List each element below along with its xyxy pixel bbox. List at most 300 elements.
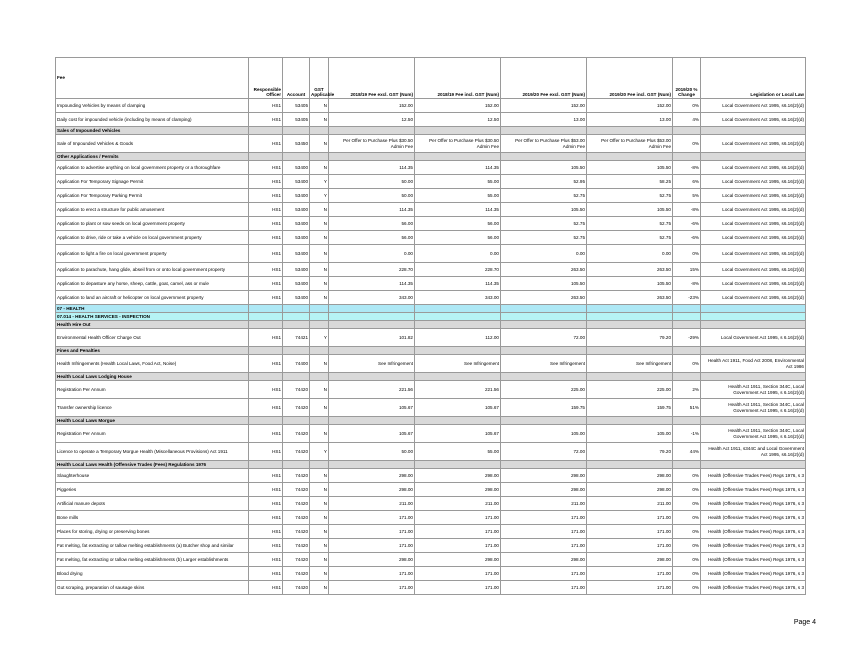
- account-cell: 74420: [283, 539, 310, 553]
- table-row: [56, 483, 806, 497]
- gst-cell: N: [310, 263, 329, 277]
- section-empty-cell: [673, 127, 701, 135]
- fee-excl-1920-cell: 298.00: [501, 553, 587, 567]
- fee-excl-1920-cell: 263.50: [501, 291, 587, 305]
- fee-incl-1920-cell: 171.00: [587, 511, 673, 525]
- account-cell: 74420: [283, 567, 310, 581]
- fee-excl-1819-cell: 171.00: [329, 511, 415, 525]
- fee-excl-1819-cell: 101.82: [329, 329, 415, 347]
- section-heading-main: [56, 305, 806, 313]
- table-row: [56, 581, 806, 595]
- table-row: [56, 291, 806, 305]
- fee-excl-1920-cell: 225.00: [501, 381, 587, 399]
- fee-incl-1819-cell: 55.00: [415, 175, 501, 189]
- fee-incl-1920-cell: 263.50: [587, 263, 673, 277]
- fee-incl-1819-cell: 343.00: [415, 291, 501, 305]
- fee-excl-1819-cell: 343.00: [329, 291, 415, 305]
- section-empty-cell: [673, 373, 701, 381]
- section-empty-cell: [673, 321, 701, 329]
- fee-incl-1819-cell: 298.00: [415, 483, 501, 497]
- officer-cell: HS1: [249, 443, 283, 461]
- section-empty-cell: [501, 321, 587, 329]
- account-cell: 53450: [283, 135, 310, 153]
- fee-excl-1819-cell: 56.00: [329, 231, 415, 245]
- change-cell: 15%: [673, 263, 701, 277]
- legislation-cell: Local Government Act 1995, s6.16(2)(d): [701, 161, 806, 175]
- officer-cell: HS1: [249, 581, 283, 595]
- section-empty-cell: [701, 153, 806, 161]
- fee-cell: Transfer ownership licence: [56, 399, 249, 417]
- change-cell: 0%: [673, 99, 701, 113]
- fee-incl-1920-cell: 52.75: [587, 217, 673, 231]
- fee-incl-1920-cell: 152.00: [587, 99, 673, 113]
- section-empty-cell: [283, 313, 310, 321]
- change-cell: 6%: [673, 175, 701, 189]
- fee-excl-1819-cell: 56.00: [329, 217, 415, 231]
- fee-excl-1819-cell: 50.00: [329, 443, 415, 461]
- officer-cell: HS1: [249, 291, 283, 305]
- change-cell: -29%: [673, 329, 701, 347]
- fee-excl-1819-cell: 298.00: [329, 553, 415, 567]
- fee-cell: Application For Temporary Signage Permit: [56, 175, 249, 189]
- section-empty-cell: [587, 305, 673, 313]
- account-cell: 74420: [283, 525, 310, 539]
- table-row: [56, 567, 806, 581]
- officer-cell: HS1: [249, 511, 283, 525]
- fee-excl-1819-cell: 171.00: [329, 525, 415, 539]
- header-change: 2019/20 % Change: [673, 58, 701, 99]
- section-empty-cell: [249, 305, 283, 313]
- section-empty-cell: [701, 373, 806, 381]
- fee-excl-1920-cell: 105.00: [501, 425, 587, 443]
- officer-cell: HS1: [249, 217, 283, 231]
- section-label: Health Local Laws Lodging House: [56, 373, 249, 381]
- fee-excl-1819-cell: 105.67: [329, 425, 415, 443]
- table-row: [56, 161, 806, 175]
- account-cell: 53400: [283, 263, 310, 277]
- officer-cell: HS1: [249, 567, 283, 581]
- legislation-cell: Health (Offensive Trades Fees) Regs 1976, s 3: [701, 567, 806, 581]
- table-row: [56, 277, 806, 291]
- section-label: Sales of Impounded Vehicles: [56, 127, 249, 135]
- fee-excl-1819-cell: See Infringement: [329, 355, 415, 373]
- fee-excl-1819-cell: 12.50: [329, 113, 415, 127]
- section-empty-cell: [415, 313, 501, 321]
- fee-cell: Daily cost for impounded vehicle (including by means of clamping): [56, 113, 249, 127]
- fee-excl-1819-cell: 221.56: [329, 381, 415, 399]
- section-heading: [56, 321, 806, 329]
- legislation-cell: Local Government Act 1995, s6.16(2)(d): [701, 291, 806, 305]
- change-cell: 0%: [673, 553, 701, 567]
- fee-excl-1920-cell: 263.50: [501, 263, 587, 277]
- fee-incl-1819-cell: 171.00: [415, 581, 501, 595]
- gst-cell: N: [310, 539, 329, 553]
- legislation-cell: Local Government Act 1995, s 6.16(2)(d): [701, 329, 806, 347]
- header-incl-1920: 2019/20 Fee incl. GST (Num): [587, 58, 673, 99]
- section-empty-cell: [673, 153, 701, 161]
- account-cell: 53400: [283, 217, 310, 231]
- section-empty-cell: [587, 461, 673, 469]
- fee-incl-1920-cell: 105.50: [587, 277, 673, 291]
- header-account: Account: [283, 58, 310, 99]
- section-empty-cell: [415, 305, 501, 313]
- section-label: Health Local Laws Health (Offensive Trades (Fees) Regulations 1976: [56, 461, 249, 469]
- section-empty-cell: [501, 305, 587, 313]
- change-cell: -8%: [673, 161, 701, 175]
- fee-excl-1920-cell: See Infringement: [501, 355, 587, 373]
- fee-excl-1819-cell: 171.00: [329, 567, 415, 581]
- fee-incl-1920-cell: 171.00: [587, 581, 673, 595]
- change-cell: 0%: [673, 245, 701, 263]
- section-heading-sub: [56, 313, 806, 321]
- fee-incl-1819-cell: See Infringement: [415, 355, 501, 373]
- officer-cell: HS1: [249, 425, 283, 443]
- section-empty-cell: [329, 417, 415, 425]
- account-cell: 74400: [283, 355, 310, 373]
- officer-cell: HS1: [249, 135, 283, 153]
- legislation-cell: Health (Offensive Trades Fees) Regs 1976, s 3: [701, 525, 806, 539]
- account-cell: 53400: [283, 189, 310, 203]
- header-row: [56, 58, 806, 99]
- section-empty-cell: [310, 373, 329, 381]
- section-empty-cell: [329, 127, 415, 135]
- legislation-cell: Health Act 1911, Section 344C, Local Government Act 1995, s 6.16(2)(d): [701, 381, 806, 399]
- fee-rows: [56, 99, 806, 595]
- section-empty-cell: [501, 313, 587, 321]
- section-empty-cell: [587, 153, 673, 161]
- legislation-cell: Health (Offensive Trades Fees) Regs 1976, s 3: [701, 469, 806, 483]
- section-empty-cell: [673, 305, 701, 313]
- table-row: [56, 217, 806, 231]
- fee-incl-1819-cell: 221.56: [415, 381, 501, 399]
- fee-cell: Application to depasture any horse, sheep, cattle, goat, camel, ass or mule: [56, 277, 249, 291]
- fee-excl-1920-cell: 171.00: [501, 567, 587, 581]
- fee-excl-1819-cell: 50.00: [329, 189, 415, 203]
- fee-incl-1819-cell: 152.00: [415, 99, 501, 113]
- fee-cell: Places for storing, drying or preserving bones: [56, 525, 249, 539]
- gst-cell: N: [310, 497, 329, 511]
- fee-excl-1819-cell: 114.35: [329, 203, 415, 217]
- account-cell: 53400: [283, 245, 310, 263]
- section-empty-cell: [329, 313, 415, 321]
- gst-cell: N: [310, 525, 329, 539]
- fee-incl-1819-cell: 105.67: [415, 399, 501, 417]
- fee-incl-1819-cell: Per Offer to Purchase Plus $30.50 Admin Fee: [415, 135, 501, 153]
- section-empty-cell: [501, 153, 587, 161]
- table-row: [56, 355, 806, 373]
- section-empty-cell: [673, 313, 701, 321]
- section-empty-cell: [283, 305, 310, 313]
- officer-cell: HS1: [249, 497, 283, 511]
- legislation-cell: Local Government Act 1995, s6.16(2)(d): [701, 99, 806, 113]
- fee-incl-1819-cell: 298.00: [415, 553, 501, 567]
- fee-excl-1920-cell: 211.00: [501, 497, 587, 511]
- section-empty-cell: [283, 347, 310, 355]
- section-empty-cell: [310, 417, 329, 425]
- change-cell: 5%: [673, 189, 701, 203]
- fee-excl-1819-cell: 298.00: [329, 483, 415, 497]
- fee-cell: Registration Per Annum: [56, 425, 249, 443]
- table-row: [56, 525, 806, 539]
- table-row: [56, 245, 806, 263]
- fee-cell: Fat melting, fat extracting or tallow melting establishments (b) Larger establishments: [56, 553, 249, 567]
- fee-incl-1819-cell: 56.00: [415, 231, 501, 245]
- officer-cell: HS1: [249, 263, 283, 277]
- fee-excl-1819-cell: 114.35: [329, 161, 415, 175]
- section-heading: [56, 347, 806, 355]
- fee-excl-1920-cell: 52.75: [501, 189, 587, 203]
- fee-incl-1819-cell: 56.00: [415, 217, 501, 231]
- fee-cell: Application to drive, ride or take a vehicle on local government property: [56, 231, 249, 245]
- section-empty-cell: [587, 417, 673, 425]
- fee-incl-1920-cell: 52.75: [587, 189, 673, 203]
- section-empty-cell: [701, 127, 806, 135]
- table-row: [56, 539, 806, 553]
- section-empty-cell: [249, 127, 283, 135]
- fee-cell: Fat melting, fat extracting or tallow melting establishments (a) Butcher shop and similar: [56, 539, 249, 553]
- section-empty-cell: [329, 461, 415, 469]
- fee-incl-1819-cell: 114.35: [415, 277, 501, 291]
- fee-excl-1920-cell: 72.00: [501, 443, 587, 461]
- officer-cell: HS1: [249, 469, 283, 483]
- fee-excl-1920-cell: 171.00: [501, 511, 587, 525]
- fee-incl-1920-cell: 79.20: [587, 443, 673, 461]
- section-empty-cell: [673, 347, 701, 355]
- section-empty-cell: [283, 153, 310, 161]
- table-row: [56, 497, 806, 511]
- officer-cell: HS1: [249, 483, 283, 497]
- fee-excl-1819-cell: 228.70: [329, 263, 415, 277]
- account-cell: 53400: [283, 203, 310, 217]
- section-empty-cell: [587, 321, 673, 329]
- fee-excl-1920-cell: 13.00: [501, 113, 587, 127]
- table-row: [56, 203, 806, 217]
- section-heading: [56, 153, 806, 161]
- section-empty-cell: [701, 417, 806, 425]
- officer-cell: HS1: [249, 553, 283, 567]
- section-empty-cell: [329, 305, 415, 313]
- fee-incl-1920-cell: 211.00: [587, 497, 673, 511]
- header-excl-1819: 2018/19 Fee excl. GST (Num): [329, 58, 415, 99]
- fee-excl-1920-cell: 298.00: [501, 469, 587, 483]
- section-empty-cell: [283, 417, 310, 425]
- fee-excl-1920-cell: 105.50: [501, 161, 587, 175]
- fee-excl-1920-cell: 105.50: [501, 277, 587, 291]
- fee-cell: Slaughterhouse: [56, 469, 249, 483]
- gst-cell: N: [310, 399, 329, 417]
- table-row: [56, 381, 806, 399]
- gst-cell: N: [310, 277, 329, 291]
- fee-incl-1920-cell: 263.50: [587, 291, 673, 305]
- fee-cell: Application to advertise anything on local government property or a thoroughfare: [56, 161, 249, 175]
- fee-cell: Application to parachute, hang glide, abseil from or onto local government property: [56, 263, 249, 277]
- account-cell: 74420: [283, 511, 310, 525]
- table-row: [56, 399, 806, 417]
- officer-cell: HS1: [249, 525, 283, 539]
- gst-cell: N: [310, 553, 329, 567]
- fee-incl-1819-cell: 55.00: [415, 189, 501, 203]
- section-empty-cell: [673, 417, 701, 425]
- fee-incl-1819-cell: 55.00: [415, 443, 501, 461]
- legislation-cell: Health (Offensive Trades Fees) Regs 1976, s 3: [701, 483, 806, 497]
- section-empty-cell: [415, 321, 501, 329]
- section-label: 07.014 - HEALTH SERVICES - INSPECTION: [56, 313, 249, 321]
- table-row: [56, 231, 806, 245]
- fee-cell: Application to light a fire on local government property: [56, 245, 249, 263]
- section-empty-cell: [249, 373, 283, 381]
- section-empty-cell: [587, 127, 673, 135]
- change-cell: 0%: [673, 567, 701, 581]
- fee-incl-1819-cell: 112.00: [415, 329, 501, 347]
- section-empty-cell: [283, 373, 310, 381]
- officer-cell: HS1: [249, 329, 283, 347]
- officer-cell: HS1: [249, 113, 283, 127]
- change-cell: -8%: [673, 203, 701, 217]
- fee-incl-1920-cell: 13.00: [587, 113, 673, 127]
- table-row: [56, 175, 806, 189]
- change-cell: 44%: [673, 443, 701, 461]
- change-cell: -1%: [673, 425, 701, 443]
- section-empty-cell: [701, 461, 806, 469]
- gst-cell: N: [310, 99, 329, 113]
- fee-excl-1920-cell: 152.00: [501, 99, 587, 113]
- section-heading: [56, 461, 806, 469]
- section-empty-cell: [329, 347, 415, 355]
- officer-cell: HS1: [249, 355, 283, 373]
- legislation-cell: Local Government Act 1995, s6.16(2)(d): [701, 231, 806, 245]
- fee-excl-1819-cell: Per Offer to Purchase Plus $30.50 Admin Fee: [329, 135, 415, 153]
- fee-incl-1920-cell: 79.20: [587, 329, 673, 347]
- fee-cell: Artificial manure depots: [56, 497, 249, 511]
- header-officer: Responsible Officer: [249, 58, 283, 99]
- gst-cell: N: [310, 567, 329, 581]
- section-empty-cell: [249, 153, 283, 161]
- change-cell: 0%: [673, 525, 701, 539]
- section-empty-cell: [329, 153, 415, 161]
- legislation-cell: Health Act 1911, Section 344C, Local Government Act 1995, s 6.16(2)(d): [701, 399, 806, 417]
- section-empty-cell: [415, 347, 501, 355]
- section-empty-cell: [329, 373, 415, 381]
- fee-schedule-table: [55, 57, 806, 595]
- header-gst: GST Applicable: [310, 58, 329, 99]
- fee-excl-1819-cell: 105.67: [329, 399, 415, 417]
- gst-cell: Y: [310, 443, 329, 461]
- fee-excl-1819-cell: 211.00: [329, 497, 415, 511]
- account-cell: 53400: [283, 277, 310, 291]
- fee-excl-1920-cell: 298.00: [501, 483, 587, 497]
- header-excl-1920: 2019/20 Fee excl. GST (Num): [501, 58, 587, 99]
- section-empty-cell: [587, 313, 673, 321]
- account-cell: 74420: [283, 399, 310, 417]
- section-empty-cell: [249, 417, 283, 425]
- fee-cell: Application For Temporary Parking Permit: [56, 189, 249, 203]
- table-row: [56, 189, 806, 203]
- change-cell: -8%: [673, 277, 701, 291]
- fee-incl-1819-cell: 228.70: [415, 263, 501, 277]
- table-row: [56, 469, 806, 483]
- fee-cell: Sale of Impounded Vehicles & Goods: [56, 135, 249, 153]
- fee-incl-1920-cell: 171.00: [587, 525, 673, 539]
- fee-incl-1819-cell: 171.00: [415, 525, 501, 539]
- section-empty-cell: [249, 347, 283, 355]
- legislation-cell: Local Government Act 1995, s6.16(2)(d): [701, 245, 806, 263]
- fee-excl-1920-cell: 171.00: [501, 525, 587, 539]
- gst-cell: N: [310, 113, 329, 127]
- officer-cell: HS1: [249, 203, 283, 217]
- section-empty-cell: [501, 373, 587, 381]
- legislation-cell: Local Government Act 1995, s6.16(2)(d): [701, 263, 806, 277]
- header-fee: Fee: [56, 58, 249, 99]
- fee-excl-1920-cell: 52.75: [501, 231, 587, 245]
- fee-cell: Application to land an aircraft or helicopter on local government property: [56, 291, 249, 305]
- section-empty-cell: [415, 127, 501, 135]
- account-cell: 53405: [283, 113, 310, 127]
- section-label: Fines and Penalties: [56, 347, 249, 355]
- fee-incl-1920-cell: 105.50: [587, 161, 673, 175]
- fee-excl-1819-cell: 152.00: [329, 99, 415, 113]
- fee-incl-1920-cell: 225.00: [587, 381, 673, 399]
- section-empty-cell: [310, 153, 329, 161]
- account-cell: 53400: [283, 291, 310, 305]
- fee-cell: Health Infringements (Health Local Laws, Food Act, Noise): [56, 355, 249, 373]
- fee-cell: Environmental Health Officer Charge Out: [56, 329, 249, 347]
- page-number: Page 4: [793, 619, 816, 626]
- account-cell: 53405: [283, 99, 310, 113]
- fee-excl-1920-cell: 105.50: [501, 203, 587, 217]
- fee-incl-1920-cell: 105.50: [587, 203, 673, 217]
- section-empty-cell: [701, 321, 806, 329]
- officer-cell: HS1: [249, 189, 283, 203]
- legislation-cell: Local Government Act 1995, s6.16(2)(d): [701, 217, 806, 231]
- fee-incl-1819-cell: 171.00: [415, 567, 501, 581]
- officer-cell: HS1: [249, 277, 283, 291]
- change-cell: 0%: [673, 539, 701, 553]
- gst-cell: N: [310, 355, 329, 373]
- section-empty-cell: [415, 417, 501, 425]
- gst-cell: Y: [310, 329, 329, 347]
- officer-cell: HS1: [249, 399, 283, 417]
- officer-cell: HS1: [249, 381, 283, 399]
- fee-incl-1920-cell: 298.00: [587, 469, 673, 483]
- fee-incl-1819-cell: 105.67: [415, 425, 501, 443]
- section-empty-cell: [310, 461, 329, 469]
- fee-excl-1920-cell: 72.00: [501, 329, 587, 347]
- change-cell: 0%: [673, 483, 701, 497]
- fee-cell: Licence to operate a Temporary Morgue Health (Miscellaneous Provisions) Act 1911: [56, 443, 249, 461]
- legislation-cell: Health Act 1911, Section 344C, Local Government Act 1995, s 6.16(2)(d): [701, 425, 806, 443]
- section-empty-cell: [501, 347, 587, 355]
- section-label: Other Applications / Permits: [56, 153, 249, 161]
- section-empty-cell: [283, 127, 310, 135]
- change-cell: 0%: [673, 469, 701, 483]
- section-empty-cell: [249, 461, 283, 469]
- section-empty-cell: [415, 461, 501, 469]
- table-row: [56, 443, 806, 461]
- fee-excl-1819-cell: 0.00: [329, 245, 415, 263]
- legislation-cell: Health Act 1911, Food Act 2008, Environmental Act 1986: [701, 355, 806, 373]
- account-cell: 74421: [283, 329, 310, 347]
- gst-cell: N: [310, 511, 329, 525]
- fee-excl-1819-cell: 114.35: [329, 277, 415, 291]
- fee-cell: Registration Per Annum: [56, 381, 249, 399]
- fee-incl-1920-cell: Per Offer to Purchase Plus $53.00 Admin Fee: [587, 135, 673, 153]
- fee-incl-1920-cell: See Infringement: [587, 355, 673, 373]
- section-empty-cell: [283, 321, 310, 329]
- fee-incl-1819-cell: 171.00: [415, 539, 501, 553]
- fee-incl-1920-cell: 159.75: [587, 399, 673, 417]
- fee-excl-1920-cell: 52.95: [501, 175, 587, 189]
- fee-excl-1920-cell: 171.00: [501, 581, 587, 595]
